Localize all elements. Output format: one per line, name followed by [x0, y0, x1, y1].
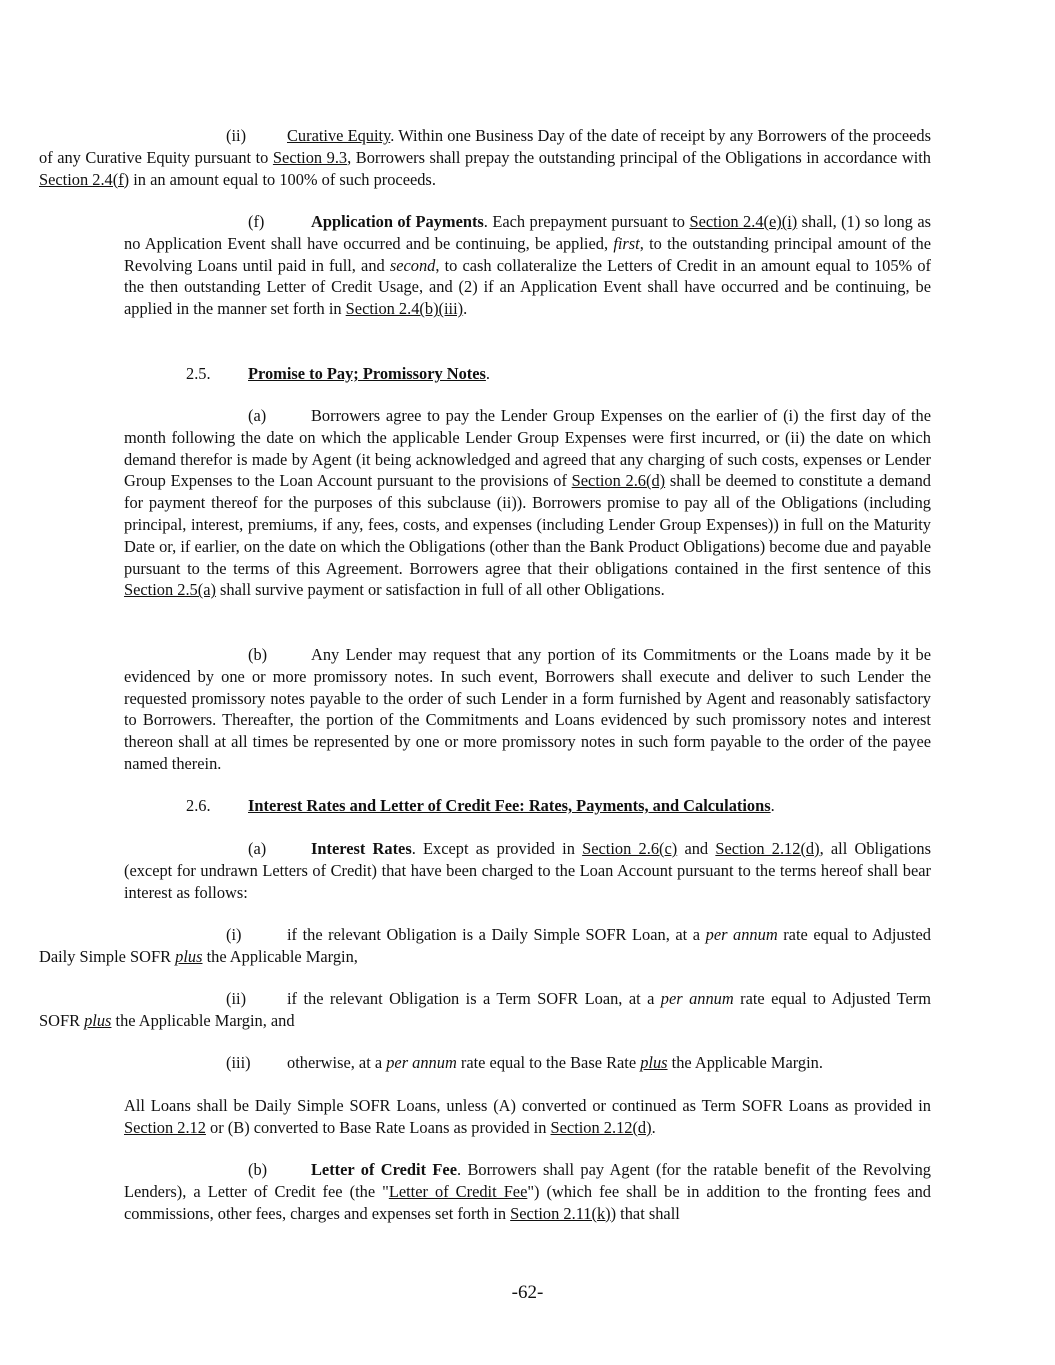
clause-number: (i) — [226, 925, 242, 944]
clause-number: (iii) — [226, 1053, 251, 1072]
section-reference: Section 2.12 — [124, 1117, 206, 1137]
clause-heading: Application of Payments — [311, 212, 484, 231]
clause-heading: Letter of Credit Fee — [311, 1160, 457, 1179]
section-reference: Section 2.6(c) — [582, 839, 678, 858]
section-reference: Section 2.5(a) — [124, 580, 216, 600]
clause-heading: Interest Rates — [311, 839, 412, 858]
paragraph-2-5-b: (b) Any Lender may request that any portion of its Commitments or the Loans made by it be evidenced by one or more promissory notes. In such event, Borrowers shall execute and deliver to such Lender the requested promissory notes payable to the order of such Lender in a form furnished by Agent and reasonably satisfactory to Borrowers. Thereafter, the portion of the Commitments and Loans evidenced by such promissory notes and interest thereon shall at all times be represented by one or more promissory notes in such form payable to the order of the payee named therein. — [124, 645, 931, 773]
section-reference: Section 2.12(d) — [715, 839, 820, 858]
section-reference: Section 2.4(e)(i) — [689, 212, 798, 231]
clause-number: (ii) — [226, 989, 247, 1008]
section-heading-2-6: 2.6. Interest Rates and Letter of Credit Fee: Rates, Payments, and Calculations. — [186, 796, 775, 815]
section-title: Promise to Pay; Promissory Notes — [248, 364, 486, 383]
paragraph-curative-equity: (ii) Curative Equity. Within one Business Day of the date of receipt by any Borrowers of the proceeds of any Curative Equity pursuant to Section 9.3, Borrowers shall prepay the outstanding principal of the Obligations in accordance with Section 2.4(f) in an amount equal to 100% of such proceeds. — [39, 126, 931, 189]
clause-heading: Curative Equity — [287, 126, 391, 145]
section-number: 2.6. — [186, 796, 211, 815]
section-heading-2-5: 2.5. Promise to Pay; Promissory Notes. — [186, 364, 491, 383]
clause-number: (ii) — [226, 126, 247, 145]
clause-number: (a) — [248, 406, 267, 425]
section-reference: Section 2.4(f) — [39, 169, 130, 189]
paragraph-interest-iii: (iii) otherwise, at a per annum rate equal to the Base Rate plus the Applicable Margin. — [226, 1053, 823, 1072]
page-number: -62- — [511, 1282, 544, 1303]
clause-number: (a) — [248, 839, 267, 858]
paragraph-interest-i: (i) if the relevant Obligation is a Daily Simple SOFR Loan, at a per annum rate equal to Adjusted Daily Simple SOFR plus the Applicable Margin, — [39, 925, 931, 966]
section-reference: Section 2.11(k) — [510, 1203, 611, 1223]
clause-number: (b) — [248, 1160, 268, 1179]
section-reference: Section 2.6(d) — [571, 471, 666, 491]
section-title: Interest Rates and Letter of Credit Fee: Rates, Payments, and Calculations — [248, 796, 771, 815]
paragraph-interest-rates: (a) Interest Rates. Except as provided in Section 2.6(c) and Section 2.12(d), all Obligations (except for undrawn Letters of Credit) that have been charged to the Loan Account pursuant to the terms hereof shall bear interest as follows: — [124, 839, 931, 902]
paragraph-letter-of-credit-fee: (b) Letter of Credit Fee. Borrowers shall pay Agent (for the ratable benefit of the Revolving Lenders), a Letter of Credit fee (the "Letter of Credit Fee") (which fee shall be in addition to the fronting fees and commissions, other fees, charges and expenses set forth in Section 2.11(k)) that shall — [124, 1160, 931, 1223]
paragraph-all-loans: All Loans shall be Daily Simple SOFR Loans, unless (A) converted or continued as Term SOFR Loans as provided in Section 2.12 or (B) converted to Base Rate Loans as provided in Section 2.12(d). — [124, 1096, 931, 1137]
clause-number: (f) — [248, 212, 265, 231]
section-reference: Section 2.12(d) — [550, 1117, 652, 1137]
section-reference: Section 9.3 — [272, 147, 348, 167]
paragraph-2-5-a: (a) Borrowers agree to pay the Lender Group Expenses on the earlier of (i) the first day of the month following the date on which the applicable Lender Group Expenses were first incurred, or (ii) the date on which demand therefor is made by Agent (it being acknowledged and agreed that any charging of such costs, expenses or Lender Group Expenses to the Loan Account pursuant to the provisions of Section 2.6(d) shall be deemed to constitute a demand for payment thereof for the purposes of this subclause (ii)). Borrowers promise to pay all of the Obligations (including principal, interest, premiums, if any, fees, costs, and expenses (including Lender Group Expenses)) in full on the Maturity Date or, if earlier, on the date on which the Obligations (other than the Bank Product Obligations) become due and payable pursuant to the terms of this Agreement. Borrowers agree that their obligations contained in the first sentence of this Section 2.5(a) shall survive payment or satisfaction in full of all other Obligations. — [124, 406, 932, 600]
section-reference: Section 2.4(b)(iii) — [345, 299, 464, 319]
paragraph-application-of-payments: (f) Application of Payments. Each prepayment pursuant to Section 2.4(e)(i) shall, (1) so long as no Application Event shall have occurred and be continuing, be applied, first, to the outstanding principal amount of the Revolving Loans until paid in full, and second, to cash collateralize the Letters of Credit in an amount equal to 105% of the then outstanding Letter of Credit Usage, and (2) if an Application Event shall have occurred and be continuing, be applied in the manner set forth in Section 2.4(b)(iii). — [124, 212, 931, 319]
clause-number: (b) — [248, 645, 268, 664]
defined-term: Letter of Credit Fee — [388, 1181, 528, 1201]
section-number: 2.5. — [186, 364, 211, 383]
paragraph-interest-ii: (ii) if the relevant Obligation is a Term SOFR Loan, at a per annum rate equal to Adjusted Term SOFR plus the Applicable Margin, and — [39, 989, 931, 1030]
